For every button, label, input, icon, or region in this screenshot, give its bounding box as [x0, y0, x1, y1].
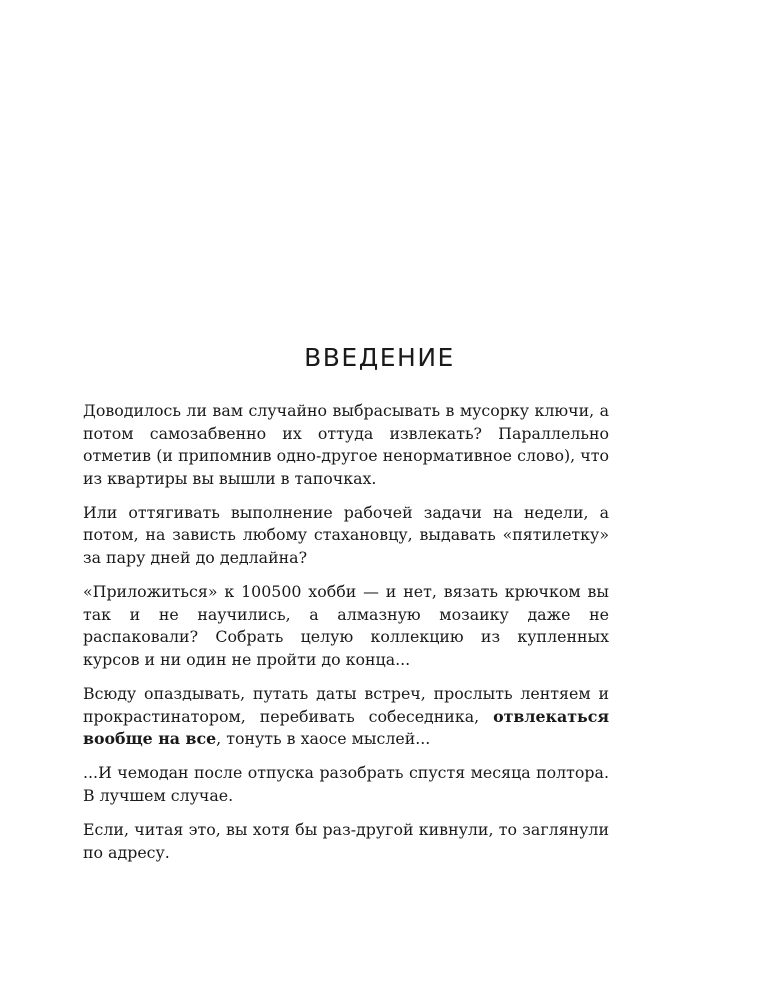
paragraph-text: Всюду опаздывать, путать даты встреч, прослыть лентяем и прокрастинатором, перебивать собеседника, — [83, 684, 609, 726]
chapter-body — [83, 400, 609, 876]
paragraph — [83, 683, 609, 751]
paragraph: Доводилось ли вам случайно выбрасывать в мусорку ключи, а потом самозабвенно их оттуда извлекать? Параллельно отметив (и припомнив одно-другое ненормативное слово), что из квартиры вы вышли в тапочках. — [83, 401, 609, 488]
paragraph: ...И чемодан после отпуска разобрать спустя месяца полтора. В лучшем случае. — [83, 763, 609, 805]
paragraph: «Приложиться» к 100500 хобби — и нет, вязать крючком вы так и не научились, а алмазную мозаику даже не распаковали? Собрать целую коллекцию из купленных курсов и ни один не пройти до конца... — [83, 582, 609, 669]
emphasized-text: отвлекаться вообще на все — [83, 706, 609, 749]
paragraph-text: , тонуть в хаосе мыслей... — [216, 729, 431, 749]
chapter-title: ВВЕДЕНИЕ — [304, 343, 455, 372]
paragraph: Или оттягивать выполнение рабочей задачи на недели, а потом, на зависть любому стахановцу, выдавать «пятилетку» за пару дней до дедлайна? — [83, 502, 609, 568]
paragraph: Если, читая это, вы хотя бы раз-другой кивнули, то заглянули по адресу. — [83, 820, 609, 862]
